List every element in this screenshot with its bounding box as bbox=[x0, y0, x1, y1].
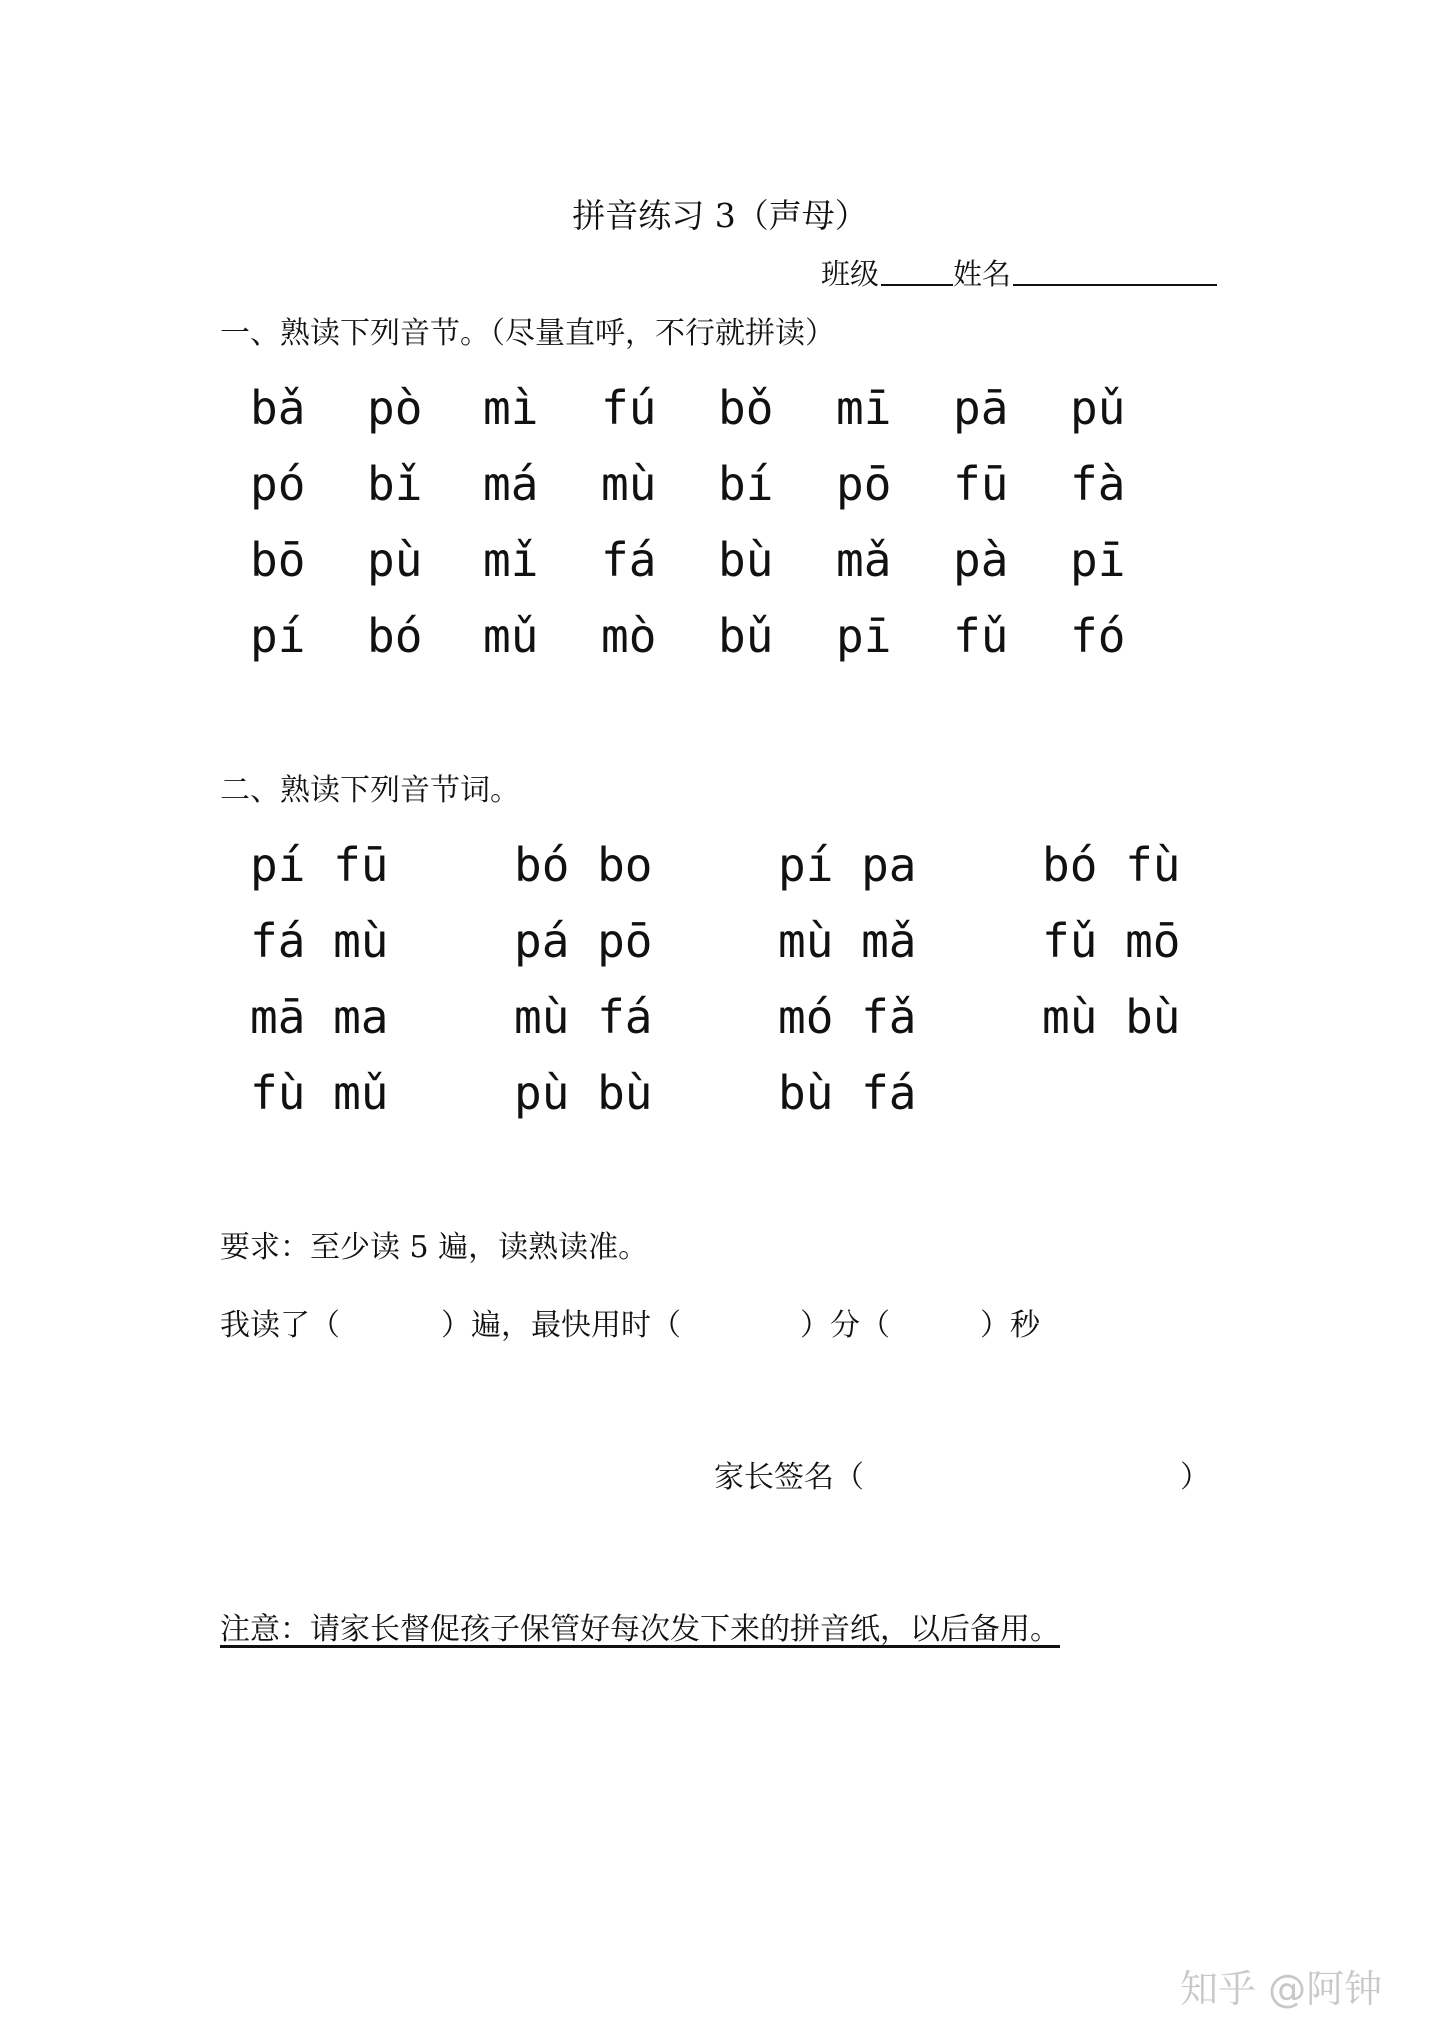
syllable: bǎ bbox=[250, 381, 306, 435]
section2-heading: 二、熟读下列音节词。 bbox=[220, 773, 520, 808]
syllable: mī bbox=[836, 381, 892, 435]
syllable: mǐ bbox=[483, 533, 539, 587]
syllable: bù bbox=[718, 533, 774, 587]
name-label: 姓名 bbox=[953, 257, 1012, 291]
note-text: 注意：请家长督促孩子保管好每次发下来的拼音纸，以后备用。 bbox=[220, 1612, 1060, 1647]
syllable: pō bbox=[836, 457, 892, 511]
requirement-text: 要求：至少读 5 遍，读熟读准。 bbox=[220, 1230, 649, 1265]
syllable-word: mù fá bbox=[514, 990, 653, 1044]
record-seconds-label: ）秒 bbox=[980, 1308, 1040, 1343]
syllable: pī bbox=[836, 609, 892, 663]
syllable-word: bó fù bbox=[1042, 838, 1181, 892]
syllable: pò bbox=[367, 381, 423, 435]
syllable: mǎ bbox=[836, 533, 892, 587]
class-blank[interactable] bbox=[881, 284, 953, 286]
syllable-word: mù bù bbox=[1042, 990, 1181, 1044]
syllable-word: pí pa bbox=[778, 838, 917, 892]
syllable-word: fá mù bbox=[250, 914, 389, 968]
syllable: fú bbox=[601, 381, 657, 435]
name-blank[interactable] bbox=[1013, 284, 1217, 286]
syllable: fó bbox=[1070, 609, 1126, 663]
record-time-label: ）遍，最快用时（ bbox=[441, 1308, 681, 1343]
syllable: pù bbox=[367, 533, 423, 587]
syllable: fǔ bbox=[953, 609, 1009, 663]
record-minutes-label: ）分（ bbox=[800, 1308, 890, 1343]
syllable: bǔ bbox=[718, 609, 774, 663]
syllable: pí bbox=[250, 609, 306, 663]
signature-close: ） bbox=[1180, 1460, 1210, 1495]
syllable: bō bbox=[250, 533, 306, 587]
section1-heading: 一、熟读下列音节。（尽量直呼，不行就拼读） bbox=[220, 316, 835, 351]
syllable: fá bbox=[601, 533, 657, 587]
syllable: pī bbox=[1070, 533, 1126, 587]
syllable: pǔ bbox=[1070, 381, 1126, 435]
syllable-word: pí fū bbox=[250, 838, 389, 892]
syllable: mù bbox=[601, 457, 657, 511]
syllable: bǒ bbox=[718, 381, 774, 435]
syllable: fū bbox=[953, 457, 1009, 511]
syllable-word: pá pō bbox=[514, 914, 653, 968]
syllable: bǐ bbox=[367, 457, 423, 511]
signature-label: 家长签名（ bbox=[714, 1460, 864, 1495]
syllable: bí bbox=[718, 457, 774, 511]
class-label: 班级 bbox=[821, 257, 880, 291]
syllable-word: mó fǎ bbox=[778, 990, 917, 1044]
syllable: bó bbox=[367, 609, 423, 663]
syllable-word: mā ma bbox=[250, 990, 389, 1044]
syllable: pā bbox=[953, 381, 1009, 435]
syllable-word: pù bù bbox=[514, 1066, 653, 1120]
syllable: mǔ bbox=[483, 609, 539, 663]
syllable: pà bbox=[953, 533, 1009, 587]
syllable: pó bbox=[250, 457, 306, 511]
syllable: mì bbox=[483, 381, 539, 435]
syllable-word: fù mǔ bbox=[250, 1066, 389, 1120]
syllable-word: bù fá bbox=[778, 1066, 917, 1120]
syllable-word: bó bo bbox=[514, 838, 653, 892]
watermark: 知乎 @阿钟 bbox=[1180, 1967, 1383, 2011]
syllable-word: fǔ mō bbox=[1042, 914, 1181, 968]
syllable-word: mù mǎ bbox=[778, 914, 917, 968]
syllable: má bbox=[483, 457, 539, 511]
record-times-label: 我读了（ bbox=[220, 1308, 340, 1343]
syllable: mò bbox=[601, 609, 657, 663]
syllable: fà bbox=[1070, 457, 1126, 511]
page-title: 拼音练习 3（声母） bbox=[572, 196, 868, 235]
